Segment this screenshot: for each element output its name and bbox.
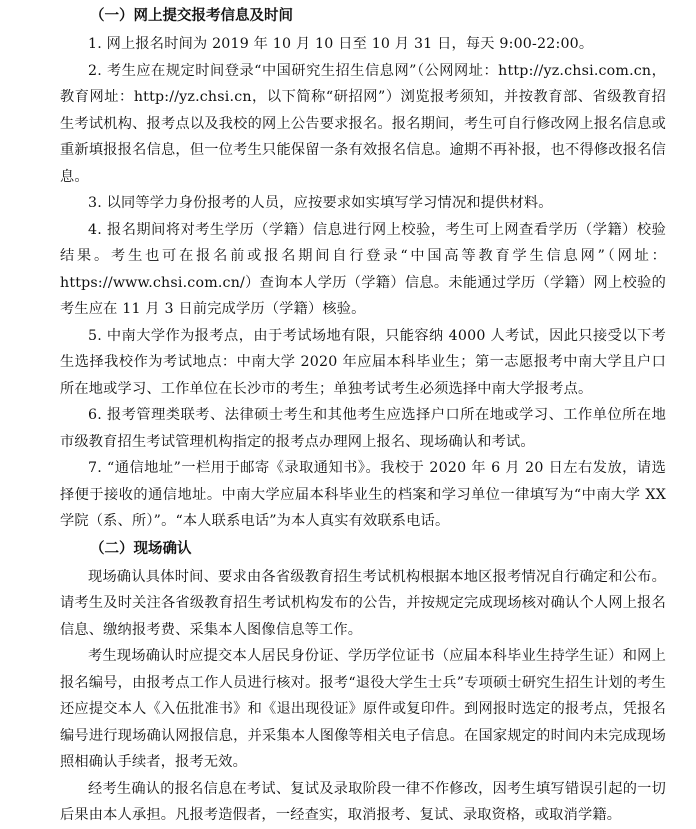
paragraph-registration-time: 1. 网上报名时间为 2019 年 10 月 10 日至 10 月 31 日，每天 9:00-22:00。 [88, 36, 594, 52]
paragraph-mailing-address: 7. “通信地址”一栏用于邮寄《录取通知书》。我校于 2020 年 6 月 20 日左右发放，请选择便于接收的通信地址。中南大学应届本科毕业生的档案和学习单位一律填写为“中南大学 XX 学院（系、所）”。“本人联系电话”为本人真实有效联系电话。 [60, 460, 666, 529]
paragraph-equivalent-education: 3. 以同等学力身份报考的人员，应按要求如实填写学习情况和提供材料。 [88, 195, 553, 211]
paragraph-onsite-documents: 考生现场确认时应提交本人居民身份证、学历学位证书（应届本科毕业生持学生证）和网上报名编号，由报考点工作人员进行核对。报考“退役大学生士兵”专项硕士研究生招生计划的考生还应提交本人《入伍批准书》和《退出现役证》原件或复印件。到网报时选定的报考点，凭报名编号进行现场确认网报信息，并采集本人图像等相关电子信息。在国家规定的时间内未完成现场照相确认手续者，报考无效。 [60, 648, 666, 770]
section-heading-onsite-confirmation: （二）现场确认 [90, 540, 192, 557]
paragraph-registration-login: 2. 考生应在规定时间登录“中国研究生招生信息网”（公网网址：http://yz.chsi.com.cn，教育网址：http://yz.chsi.cn，以下简称“研招网”）浏览报考须知，并按教育部、省级教育招生考试机构、报考点以及我校的网上公告要求报名。报名期间，考生可自行修改网上报名信息或重新填报报名信息，但一位考生只能保留一条有效报名信息。逾期不再补报，也不得修改报名信息。 [60, 62, 666, 185]
paragraph-joint-exam-venue: 6. 报考管理类联考、法律硕士考生和其他考生应选择户口所在地或学习、工作单位所在地市级教育招生考试管理机构指定的报考点办理网上报名、现场确认和考试。 [60, 407, 666, 450]
paragraph-exam-venue: 5. 中南大学作为报考点，由于考试场地有限，只能容纳 4000 人考试，因此只接受以下考生选择我校作为考试地点：中南大学 2020 年应届本科毕业生；第一志愿报考中南大学且户口所在地或学习、工作单位在长沙市的考生；单独考试考生必须选择中南大学报考点。 [60, 327, 666, 397]
paragraph-onsite-schedule: 现场确认具体时间、要求由各省级教育招生考试机构根据本地区报考情况自行确定和公布。请考生及时关注各省级教育招生考试机构发布的公告，并按规定完成现场核对确认个人网上报名信息、缴纳报考费、采集本人图像信息等工作。 [60, 568, 666, 638]
section-heading-online-registration: （一）网上提交报考信息及时间 [90, 8, 293, 24]
paragraph-degree-verification: 4. 报名期间将对考生学历（学籍）信息进行网上校验，考生可上网查看学历（学籍）校验结果。考生也可在报名前或报名期间自行登录“中国高等教育学生信息网”（网址：https://www.chsi.com.cn/）查询本人学历（学籍）信息。未能通过学历（学籍）网上校验的考生应在 11 月 3 日前完成学历（学籍）核验。 [60, 221, 666, 317]
paragraph-no-modification: 经考生确认的报名信息在考试、复试及录取阶段一律不作修改，因考生填写错误引起的一切后果由本人承担。凡报考造假者，一经查实，取消报考、复试、录取资格，或取消学籍。 [60, 780, 666, 823]
